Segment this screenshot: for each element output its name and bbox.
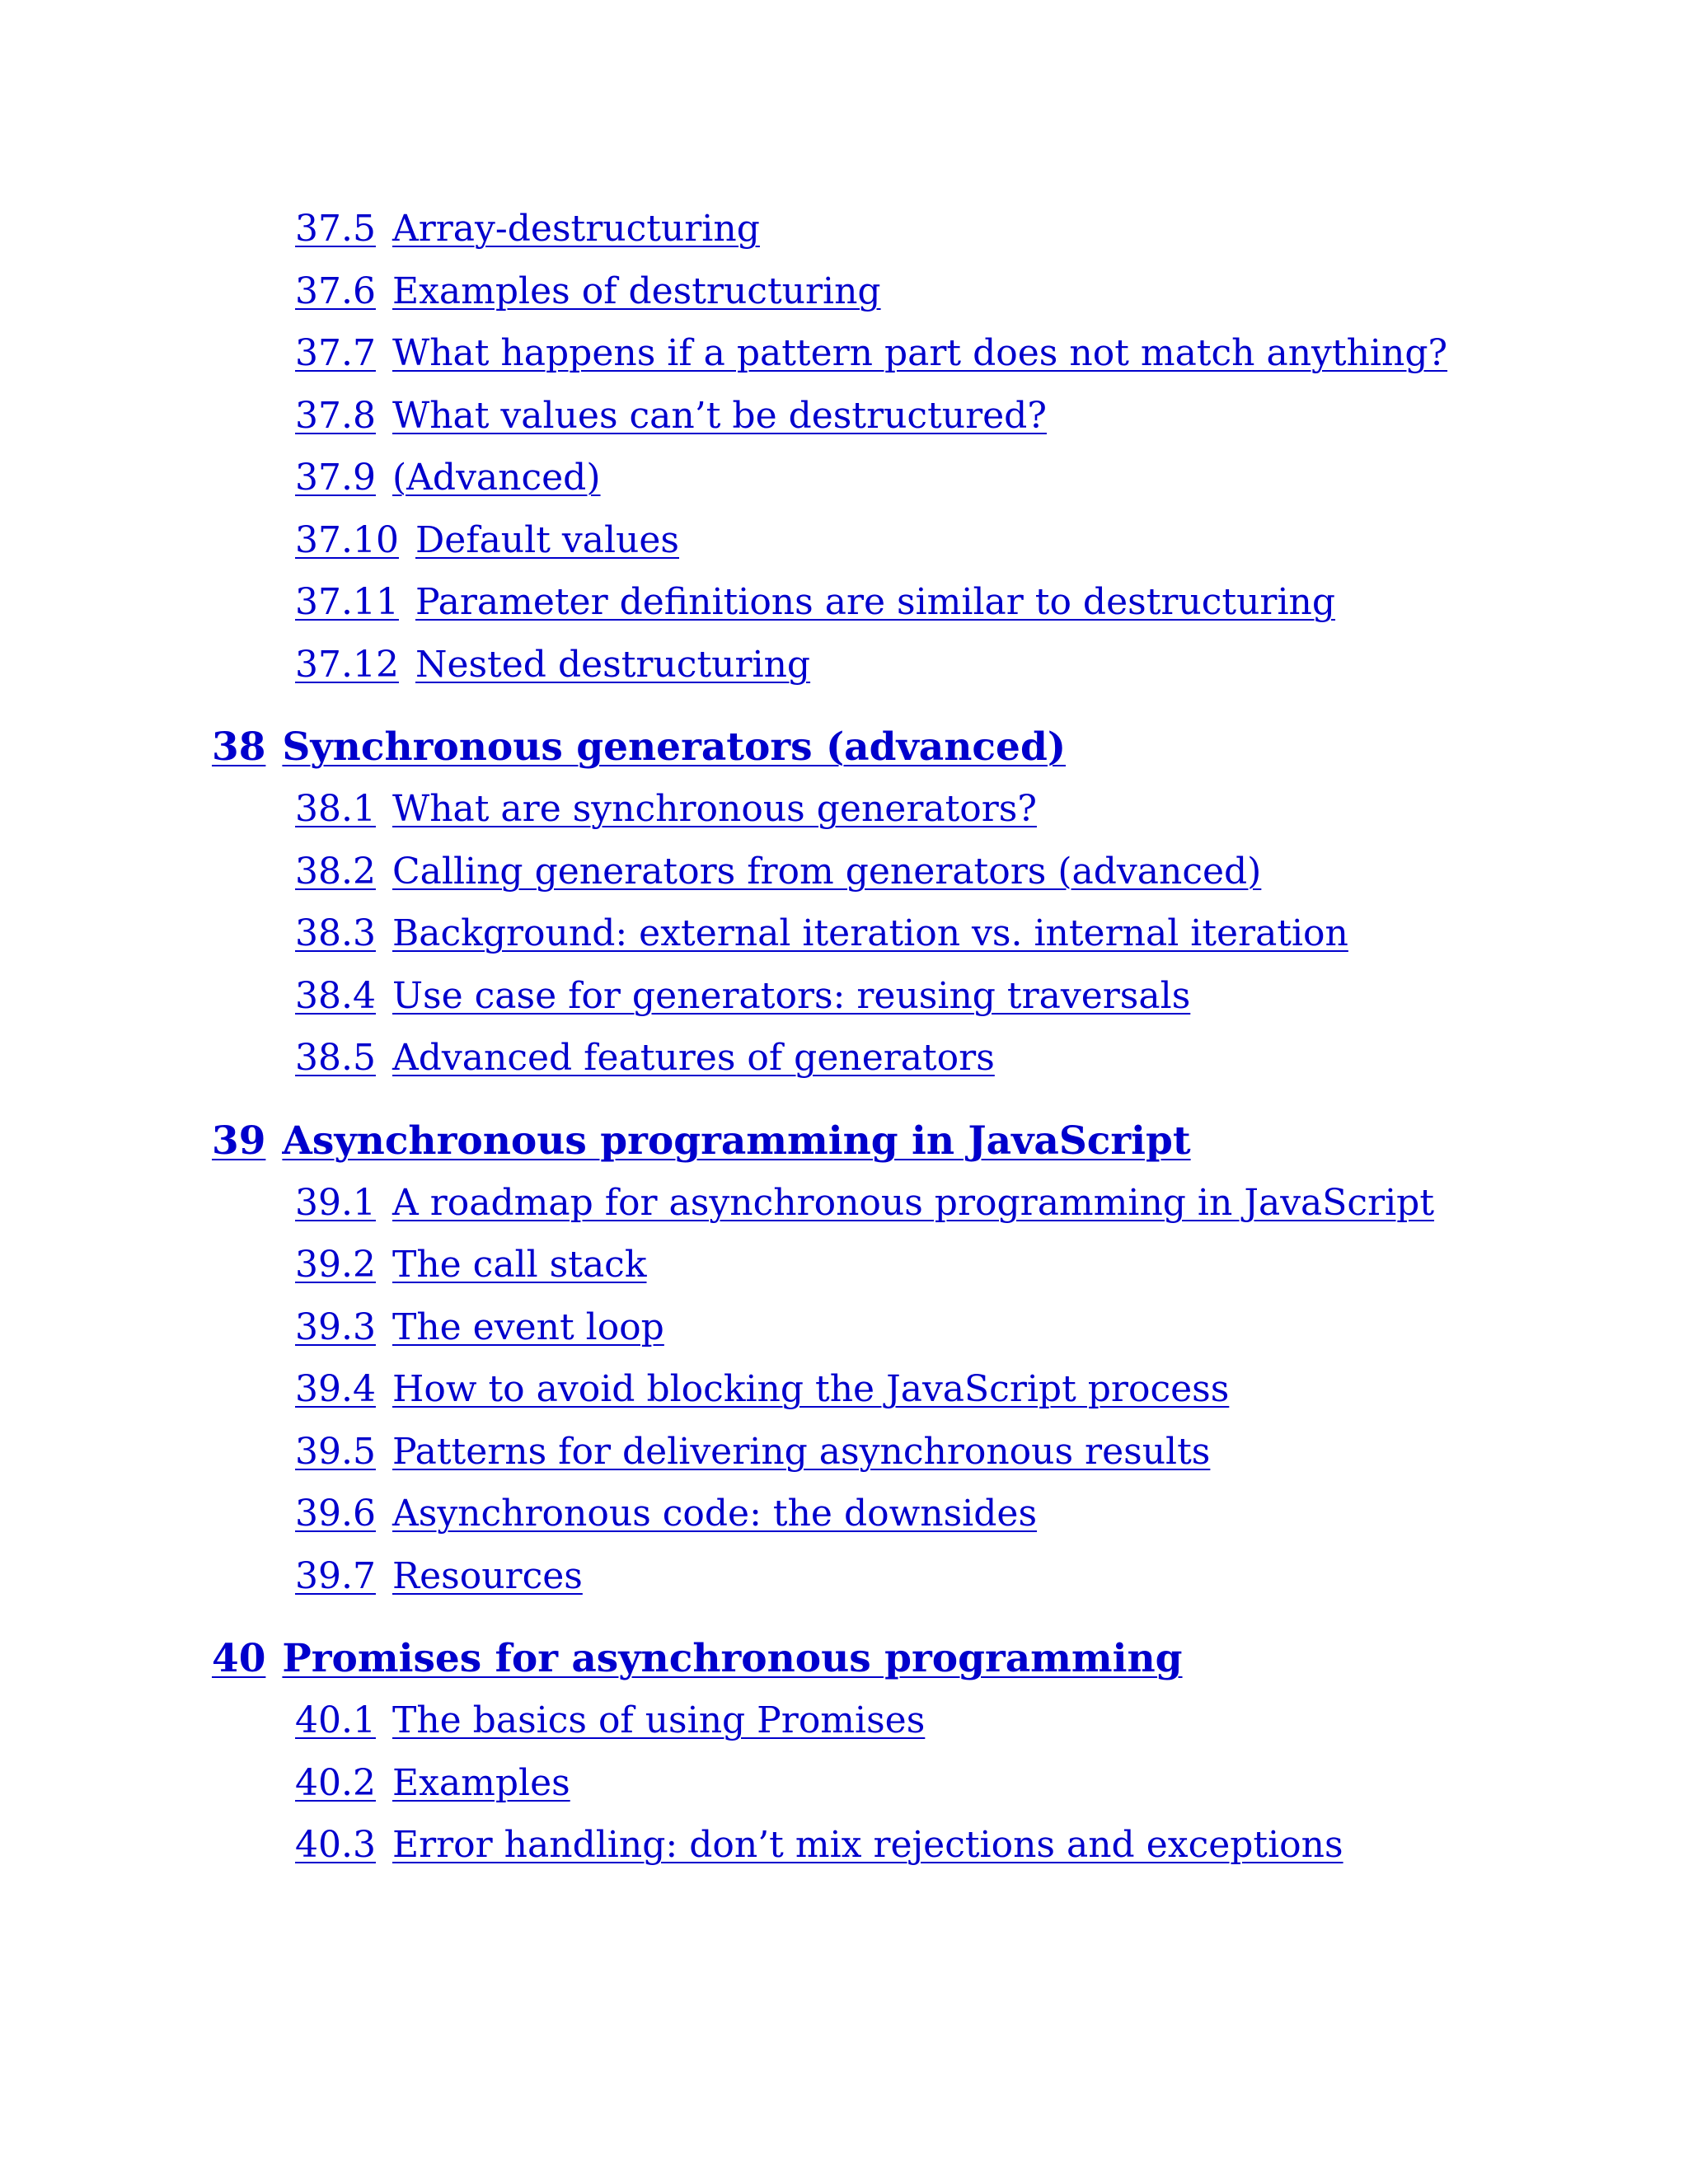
- toc-entry-title: Error handling: don’t mix rejections and exceptions: [392, 1824, 1343, 1866]
- toc-section-link[interactable]: [295, 634, 1613, 696]
- toc-section-link[interactable]: [295, 1358, 1613, 1421]
- toc-entry-title: Array-destructuring: [392, 208, 760, 250]
- toc-entry-number: 38.4: [295, 974, 376, 1017]
- toc-entry-number: 38.1: [295, 788, 376, 830]
- toc-section-link[interactable]: [295, 260, 1613, 323]
- toc-entry-number: 37.12: [295, 643, 399, 686]
- toc-section-link[interactable]: [295, 1172, 1613, 1235]
- toc-entry-number: 37.6: [295, 269, 376, 312]
- toc-section-link[interactable]: [295, 1027, 1613, 1090]
- toc-entry-title: What are synchronous generators?: [392, 788, 1037, 830]
- toc-entry-number: 37.10: [295, 518, 399, 561]
- toc-section-link[interactable]: [295, 841, 1613, 903]
- toc-section-link[interactable]: [295, 385, 1613, 448]
- toc-entry-title: (Advanced): [392, 457, 601, 499]
- toc-entry-title: Asynchronous code: the downsides: [392, 1493, 1038, 1535]
- toc-entry-number: 39.4: [295, 1368, 376, 1410]
- toc-entry-title: What happens if a pattern part does not match anything?: [392, 332, 1448, 374]
- toc-entry-title: Patterns for delivering asynchronous results: [392, 1430, 1211, 1473]
- toc-section-link[interactable]: [295, 1752, 1613, 1815]
- toc-entry-title: How to avoid blocking the JavaScript process: [392, 1368, 1230, 1410]
- toc-section-link[interactable]: [295, 965, 1613, 1028]
- toc-section-link[interactable]: [295, 778, 1613, 841]
- toc-entry-number: 39.2: [295, 1244, 376, 1286]
- toc-entry-number: 39.3: [295, 1305, 376, 1348]
- toc-entry-title: Use case for generators: reusing traversals: [392, 974, 1191, 1017]
- toc-entry-number: 39.7: [295, 1554, 376, 1597]
- toc-entry-number: 40: [212, 1636, 266, 1681]
- toc-entry-title: Asynchronous programming in JavaScript: [282, 1118, 1191, 1164]
- toc-entry-number: 37.5: [295, 208, 376, 250]
- toc-section-link[interactable]: [295, 1814, 1613, 1877]
- toc-entry-title: Examples: [392, 1761, 570, 1804]
- toc-entry-number: 40.3: [295, 1824, 376, 1866]
- toc-section-link[interactable]: [295, 509, 1613, 572]
- toc-entry-title: The basics of using Promises: [392, 1699, 926, 1741]
- toc-entry-number: 39.5: [295, 1430, 376, 1473]
- toc-section-link[interactable]: [295, 1234, 1613, 1296]
- toc-entry-title: A roadmap for asynchronous programming in JavaScript: [392, 1181, 1435, 1224]
- toc-entry-title: Calling generators from generators (advanced): [392, 850, 1262, 893]
- toc-section-link[interactable]: [295, 571, 1613, 634]
- toc-entry-number: 37.7: [295, 332, 376, 374]
- table-of-contents: [212, 198, 1613, 1877]
- toc-section-link[interactable]: [295, 1545, 1613, 1608]
- toc-entry-title: Advanced features of generators: [392, 1037, 995, 1079]
- toc-entry-title: Parameter definitions are similar to destructuring: [415, 581, 1336, 623]
- toc-entry-title: Background: external iteration vs. internal iteration: [392, 912, 1348, 954]
- toc-entry-number: 39: [212, 1118, 266, 1164]
- toc-entry-number: 37.8: [295, 394, 376, 437]
- toc-entry-number: 40.1: [295, 1699, 376, 1741]
- toc-entry-title: The event loop: [392, 1305, 664, 1348]
- toc-section-link[interactable]: [295, 322, 1613, 385]
- toc-entry-title: Nested destructuring: [415, 643, 811, 686]
- toc-section-link[interactable]: [295, 1483, 1613, 1545]
- toc-section-link[interactable]: [295, 198, 1613, 260]
- toc-entry-title: Synchronous generators (advanced): [282, 724, 1067, 770]
- toc-section-link[interactable]: [295, 1296, 1613, 1359]
- toc-entry-number: 39.6: [295, 1493, 376, 1535]
- toc-chapter-link[interactable]: [212, 716, 1613, 778]
- toc-entry-number: 38.5: [295, 1037, 376, 1079]
- toc-chapter-link[interactable]: [212, 1628, 1613, 1690]
- toc-section-link[interactable]: [295, 1421, 1613, 1483]
- toc-entry-number: 40.2: [295, 1761, 376, 1804]
- toc-entry-number: 37.9: [295, 457, 376, 499]
- toc-entry-title: The call stack: [392, 1244, 647, 1286]
- toc-entry-number: 38.2: [295, 850, 376, 893]
- toc-chapter-link[interactable]: [212, 1110, 1613, 1172]
- toc-entry-title: Examples of destructuring: [392, 269, 881, 312]
- toc-section-link[interactable]: [295, 902, 1613, 965]
- toc-entry-number: 38: [212, 724, 266, 770]
- toc-entry-title: Default values: [415, 518, 679, 561]
- toc-entry-number: 37.11: [295, 581, 399, 623]
- toc-entry-title: What values can’t be destructured?: [392, 394, 1047, 437]
- toc-entry-title: Promises for asynchronous programming: [282, 1636, 1183, 1681]
- toc-entry-number: 38.3: [295, 912, 376, 954]
- toc-section-link[interactable]: [295, 1690, 1613, 1752]
- toc-entry-number: 39.1: [295, 1181, 376, 1224]
- toc-section-link[interactable]: [295, 447, 1613, 509]
- toc-entry-title: Resources: [392, 1554, 583, 1597]
